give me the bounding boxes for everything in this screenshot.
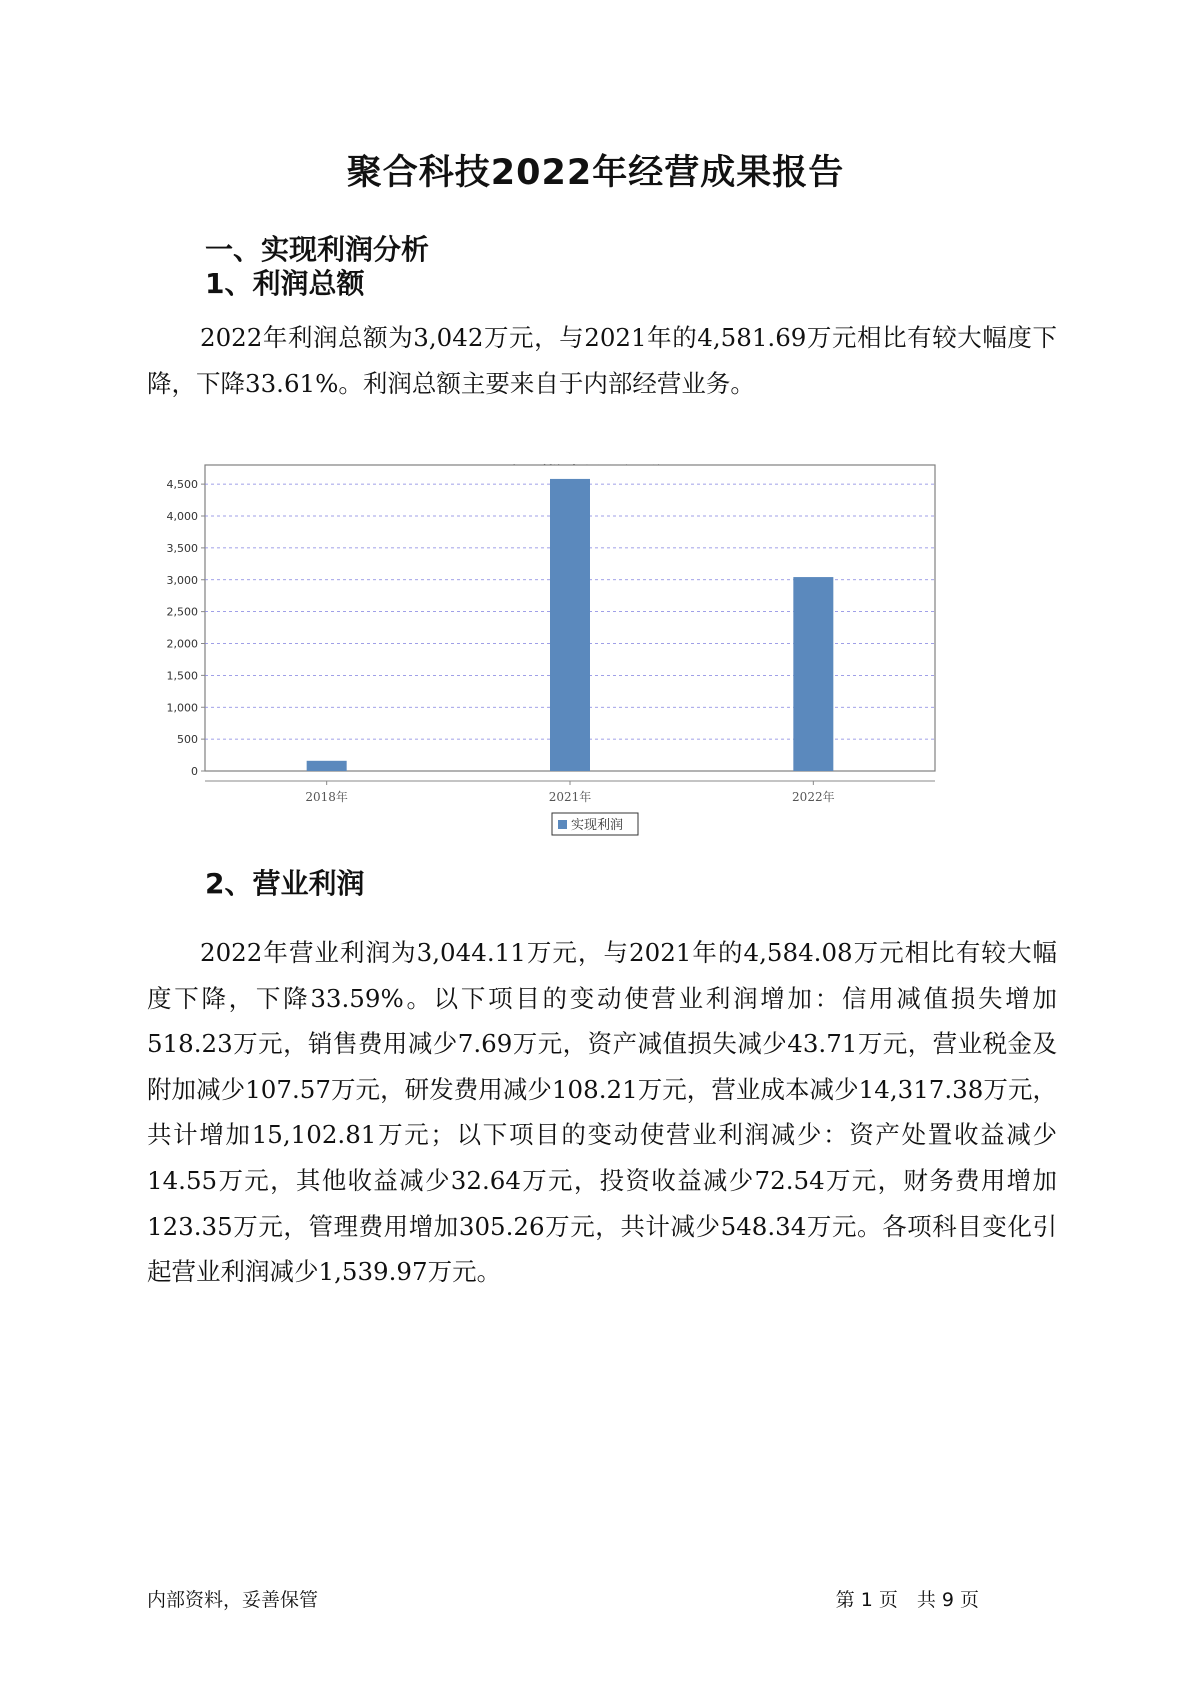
bar-2021年	[550, 479, 590, 771]
y-tick-label: 1,000	[166, 701, 198, 715]
legend-label: 实现利润	[571, 818, 624, 833]
bar-2018年	[307, 761, 347, 771]
y-tick-label: 0	[191, 765, 198, 778]
y-tick-label: 4,000	[166, 510, 198, 523]
subsection-heading-operating-profit: 2、营业利润	[205, 867, 365, 900]
x-tick-label: 2018年	[305, 790, 348, 804]
footer-confidential-note: 内部资料，妥善保管	[147, 1589, 319, 1611]
section-heading: 一、实现利润分析	[205, 233, 430, 266]
x-tick-label: 2022年	[792, 790, 835, 804]
paragraph-operating-profit: 2022年营业利润为3,044.11万元，与2021年的4,584.08万元相比有较大幅度下降，下降33.59%。以下项目的变动使营业利润增加：信用减值损失增加518.23万元，销售费用减少7.69万元，资产减值损失减少43.71万元，营业税金及附加减少107.57万元，研发费用减少108.21万元，营业成本减少14,317.38万元，共计增加15,102.81万元；以下项目的变动使营业利润减少：资产处置收益减少14.55万元，其他收益减少32.64万元，投资收益减少72.54万元，财务费用增加123.35万元，管理费用增加305.26万元，共计减少548.34万元。各项科目变化引起营业利润减少1,539.97万元。	[147, 938, 1057, 1287]
profit-bar-chart	[160, 455, 1020, 915]
y-tick-label: 2,000	[166, 637, 198, 651]
y-tick-label: 3,000	[166, 573, 198, 587]
x-tick-label: 2021年	[548, 790, 592, 804]
y-tick-label: 2,500	[166, 605, 198, 619]
legend-swatch	[558, 820, 567, 829]
bar-2022年	[793, 577, 833, 771]
y-tick-label: 1,500	[166, 669, 198, 683]
document-title: 聚合科技2022年经营成果报告	[346, 153, 845, 193]
profit-chart	[160, 455, 1020, 915]
y-tick-label: 4,500	[166, 478, 198, 492]
y-tick-label: 3,500	[166, 541, 198, 555]
y-tick-label: 500	[177, 733, 198, 747]
footer-page-number: 第 1 页 共 9 页	[835, 1589, 979, 1611]
paragraph-profit-total: 2022年利润总额为3,042万元，与2021年的4,581.69万元相比有较大幅度下降，下降33.61%。利润总额主要来自于内部经营业务。	[147, 323, 1057, 398]
subsection-heading-profit-total: 1、利润总额	[205, 267, 365, 300]
